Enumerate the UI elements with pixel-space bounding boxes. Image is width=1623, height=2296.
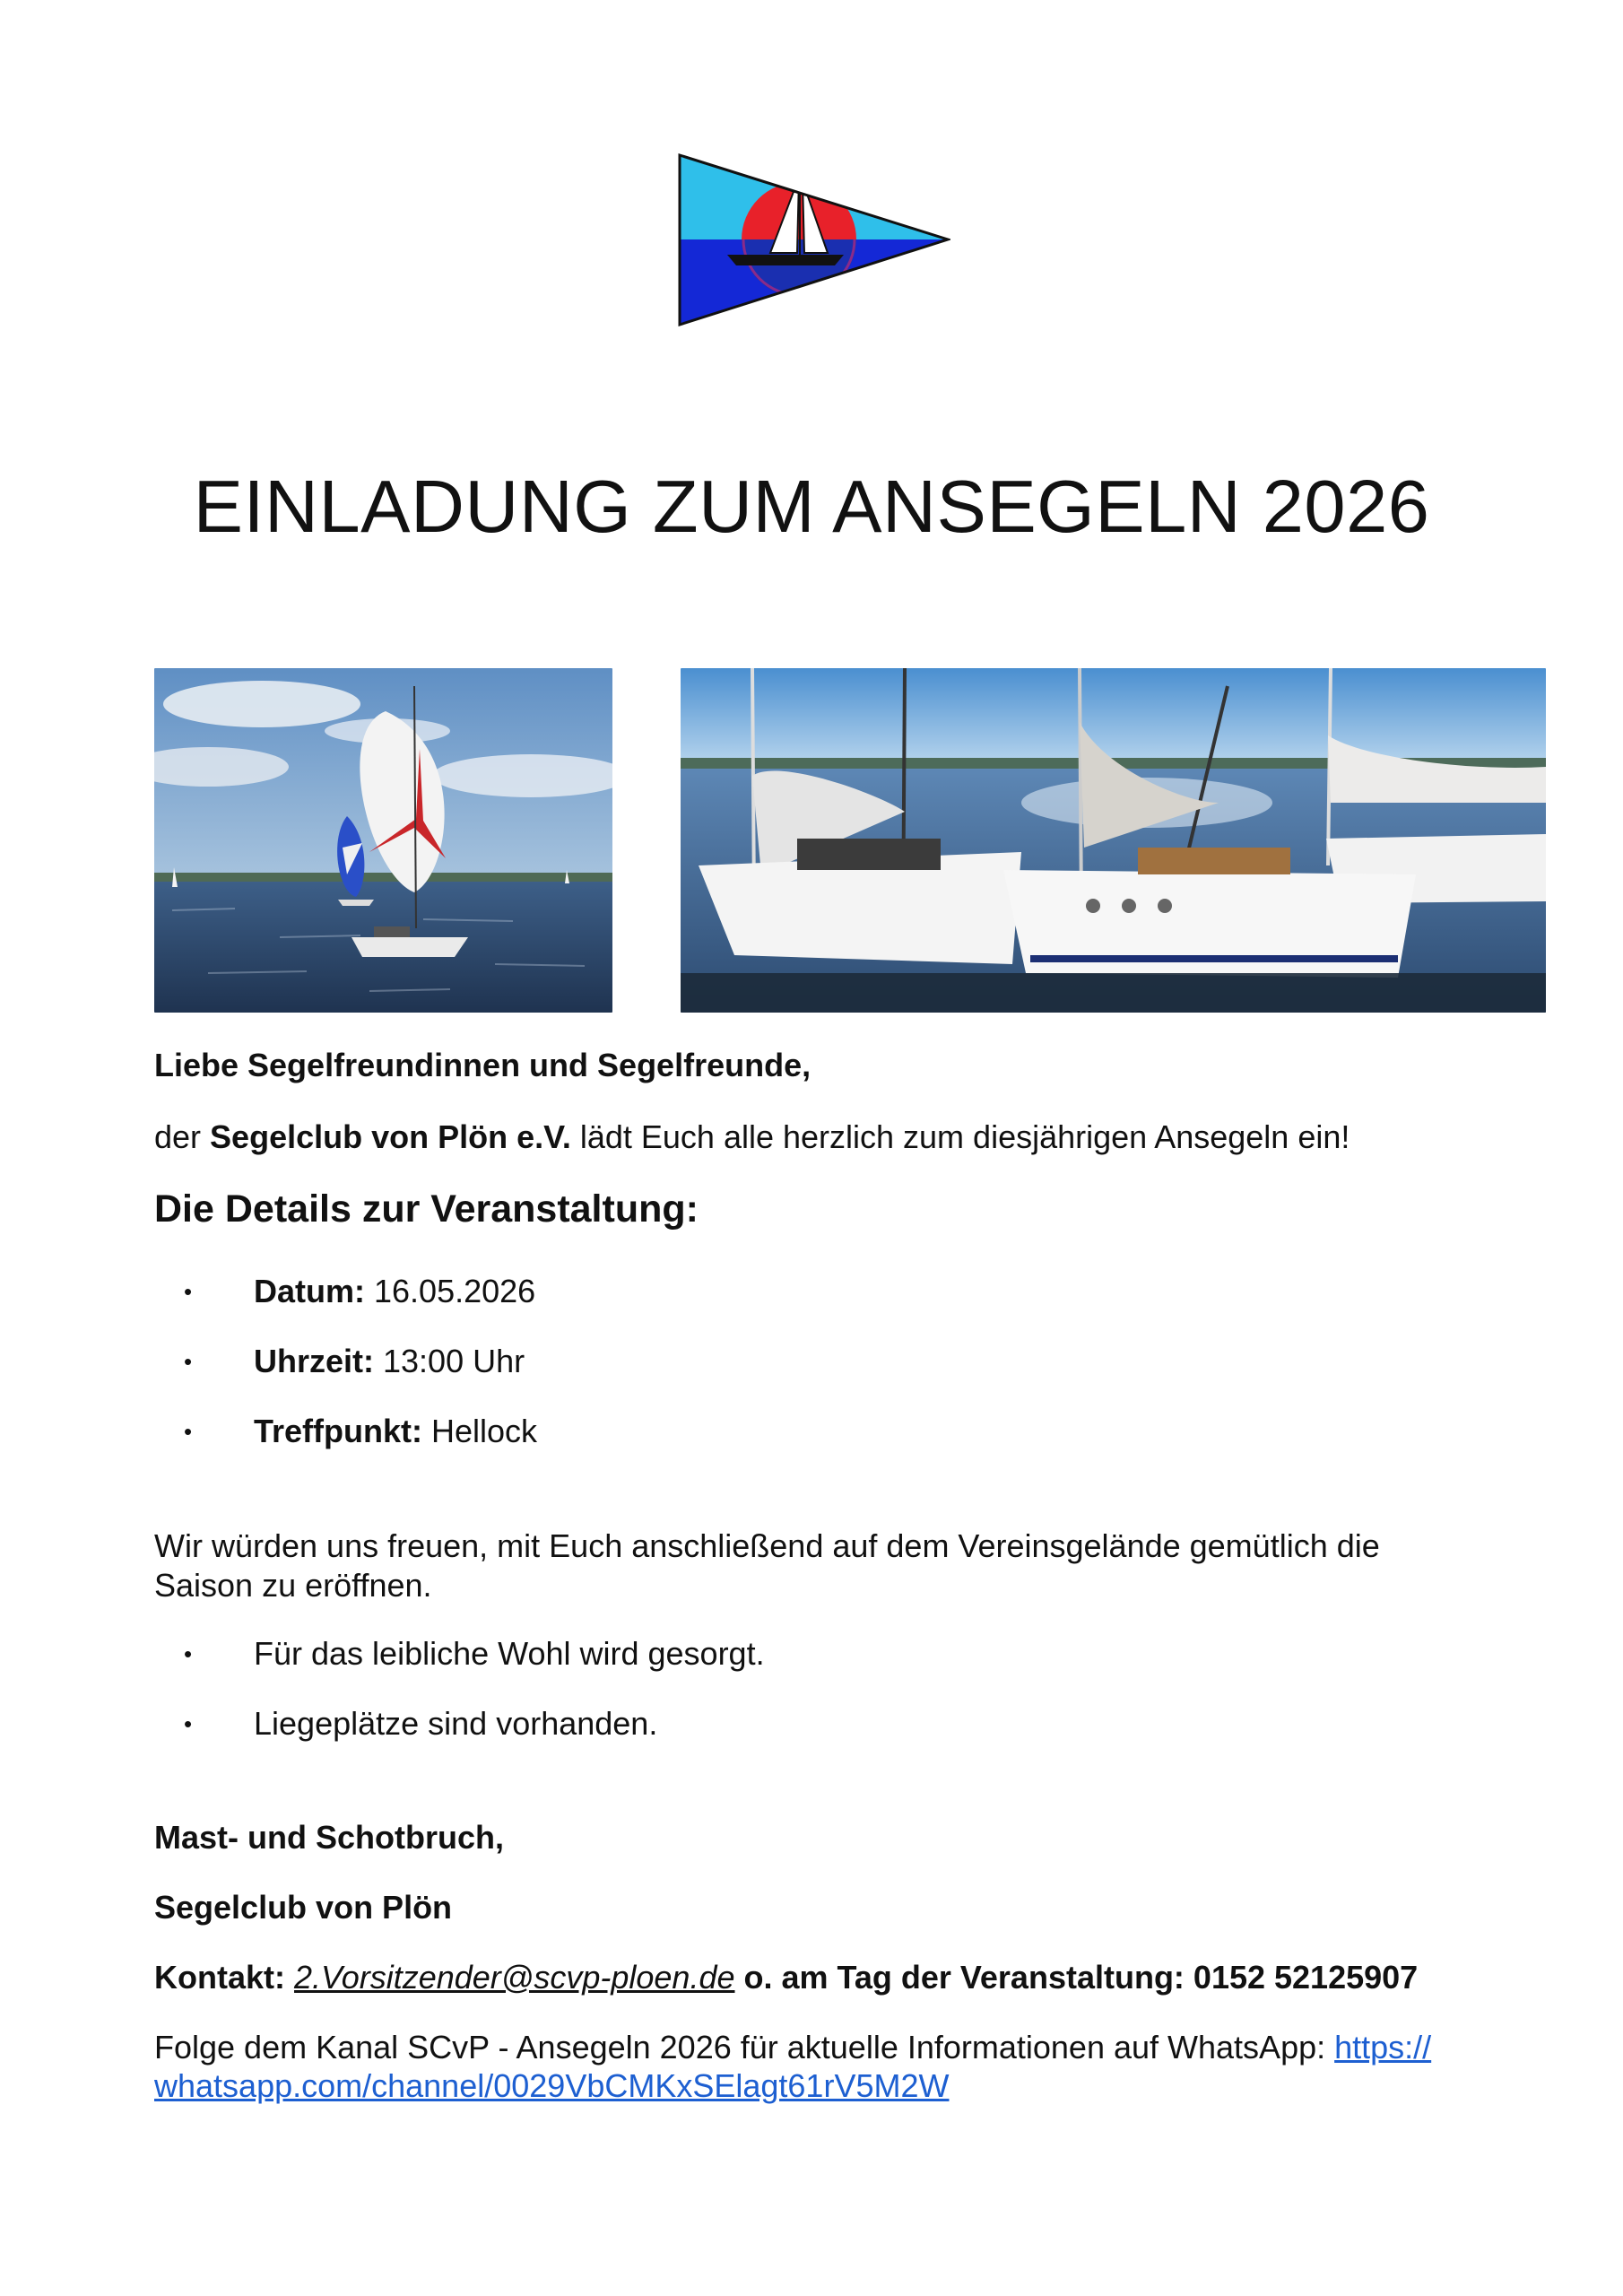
intro-suffix: lädt Euch alle herzlich zum diesjährigen Ansegeln ein!: [570, 1118, 1350, 1155]
channel-text: Folge dem Kanal SCvP - Ansegeln 2026 für aktuelle Informationen auf WhatsApp:: [154, 2029, 1335, 2066]
season-opening-line-1: Wir würden uns freuen, mit Euch anschließend auf dem Vereinsgelände gemütlich die: [154, 1527, 1380, 1564]
detail-item-time: [184, 1342, 525, 1381]
whatsapp-channel-text: [154, 2028, 1481, 2105]
detail-item-place: [184, 1412, 537, 1451]
detail-value: 16.05.2026: [365, 1273, 536, 1309]
harbour-boats-photo: [681, 668, 1546, 1013]
detail-item-date: [184, 1272, 535, 1311]
detail-label: Treffpunkt:: [254, 1413, 422, 1449]
season-opening-text: [154, 1526, 1481, 1605]
intro-prefix: der: [154, 1118, 211, 1155]
details-heading: Die Details zur Veranstaltung:: [154, 1187, 699, 1231]
intro-text: [154, 1118, 1481, 1157]
detail-label: Uhrzeit:: [254, 1343, 374, 1379]
closing-salutation: Mast- und Schotbruch,: [154, 1819, 504, 1856]
spinnaker-sailboat-photo: [154, 668, 612, 1013]
greeting: Liebe Segelfreundinnen und Segelfreunde,: [154, 1047, 812, 1083]
detail-value: Hellock: [421, 1413, 538, 1449]
bullet: •: [184, 1710, 193, 1737]
contact-phone-text: o. am Tag der Veranstaltung: 0152 52125907: [734, 1959, 1419, 1996]
season-opening-line-2: Saison zu eröffnen.: [154, 1567, 432, 1604]
page-title: EINLADUNG ZUM ANSEGELN 2026: [193, 465, 1430, 548]
bullet: •: [184, 1418, 193, 1445]
channel-link-part-1: https://: [1334, 2029, 1432, 2066]
channel-link-part-2: whatsapp.com/channel/0029VbCMKxSElagt61rV5M2W: [154, 2067, 950, 2104]
extra-text: Liegeplätze sind vorhanden.: [254, 1705, 658, 1742]
detail-value: 13:00 Uhr: [374, 1343, 525, 1379]
club-burgee-logo: [677, 152, 950, 327]
bullet: •: [184, 1640, 193, 1667]
contact-email-link[interactable]: 2.Vorsitzender@scvp-ploen.de: [294, 1959, 735, 1996]
extra-item-food: [184, 1634, 765, 1674]
bullet: •: [184, 1348, 193, 1375]
club-name: Segelclub von Plön e.V.: [210, 1118, 571, 1155]
bullet: •: [184, 1278, 193, 1305]
contact-label: Kontakt:: [154, 1959, 285, 1996]
club-signature: Segelclub von Plön: [154, 1889, 453, 1926]
detail-label: Datum:: [254, 1273, 365, 1309]
extra-text: Für das leibliche Wohl wird gesorgt.: [254, 1635, 765, 1672]
contact-line: [154, 1958, 1481, 1997]
extra-item-berths: [184, 1704, 657, 1744]
